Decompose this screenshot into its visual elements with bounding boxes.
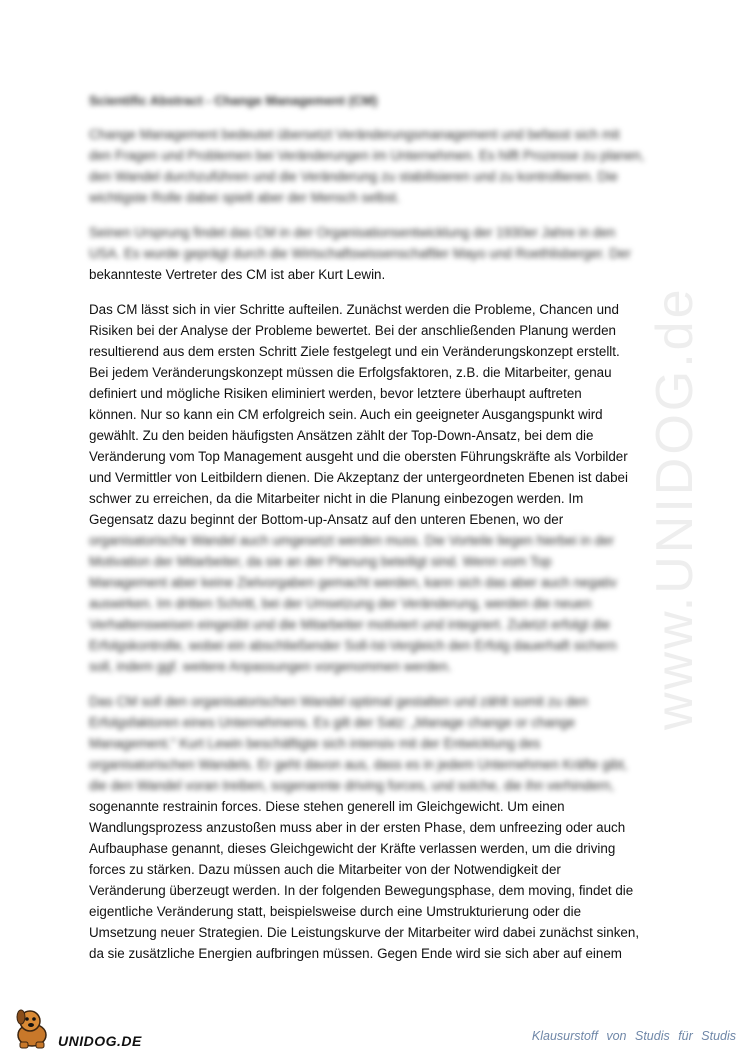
- dog-mascot-icon: [6, 1005, 58, 1051]
- text-line: da sie zusätzliche Energien aufbringen müssen. Gegen Ende wird sie sich aber auf einem: [89, 946, 622, 961]
- text-line: eigentliche Veränderung statt, beispielsweise durch eine Umstrukturierung oder die: [89, 904, 582, 919]
- text-line: bekannteste Vertreter des CM ist aber Kurt Lewin.: [89, 267, 386, 282]
- text-line: Verhaltensweisen eingeübt und die Mitarbeiter motiviert und integriert. Zuletzt erfolgt die: [89, 617, 611, 632]
- text-line: wichtigste Rolle dabei spielt aber der Mensch selbst.: [89, 190, 401, 205]
- watermark: www.UNIDOG.de: [646, 286, 704, 730]
- paragraph-3: [89, 299, 669, 677]
- text-line: definiert und mögliche Risiken eliminiert werden, bevor letztere überhaupt auftreten: [89, 386, 582, 401]
- text-line: soll, indem ggf. weitere Anpassungen vorgenommen werden.: [89, 659, 452, 674]
- text-line: und Vermittler von Leitbildern dienen. Die Akzeptanz der untergeordneten Ebenen ist dabei: [89, 470, 628, 485]
- text-line: Wandlungsprozess anzustoßen muss aber in der ersten Phase, dem unfreezing oder auch: [89, 820, 626, 835]
- text-line: Erfolgskontrolle, wobei ein abschließender Soll-Ist-Vergleich den Erfolg dauerhaft sichern: [89, 638, 617, 653]
- text-line: forces zu stärken. Dazu müssen auch die Mitarbeiter von der Notwendigkeit der: [89, 862, 561, 877]
- text-line: Management aber keine Zielvorgaben gemacht werden, kann sich das aber auch negativ: [89, 575, 617, 590]
- text-line: sogenannte restrainin forces. Diese stehen generell im Gleichgewicht. Um einen: [89, 799, 565, 814]
- text-line: Das CM soll den organisatorischen Wandel optimal gestalten und zählt somit zu den: [89, 694, 588, 709]
- text-line: Aufbauphase genannt, dieses Gleichgewicht der Kräfte verlassen werden, um die driving: [89, 841, 616, 856]
- text-line: Management." Kurt Lewin beschäftigte sich intensiv mit der Entwicklung des: [89, 736, 541, 751]
- text-line: die den Wandel voran treiben, sogenannte driving forces, und solche, die ihn verhindern,: [89, 778, 615, 793]
- text-line: Umsetzung neuer Strategien. Die Leistungskurve der Mitarbeiter wird dabei zunächst sinken,: [89, 925, 640, 940]
- text-line: Change Management bedeutet übersetzt Veränderungsmanagement und befasst sich mit: [89, 127, 620, 142]
- text-line: Risiken bei der Analyse der Probleme bewertet. Bei der anschließenden Planung werden: [89, 323, 617, 338]
- text-line: Seinen Ursprung findet das CM in der Organisationsentwicklung der 1930er Jahre in den: [89, 225, 616, 240]
- paragraph-4: [89, 691, 669, 964]
- footer-tagline: Klausurstoff von Studis für Studis: [531, 1029, 736, 1043]
- text-line: Bei jedem Veränderungskonzept müssen die Erfolgsfaktoren, z.B. die Mitarbeiter, genau: [89, 365, 612, 380]
- paragraph-1: [89, 124, 669, 208]
- text-line: USA. Es wurde geprägt durch die Wirtschaftswissenschaftler Mayo und Roethlisberger. Der: [89, 246, 631, 261]
- text-line: schwer zu erreichen, da die Mitarbeiter nicht in die Planung einbezogen werden. Im: [89, 491, 584, 506]
- text-line: den Wandel durchzuführen und die Veränderung zu stabilisieren und zu kontrollieren. Die: [89, 169, 618, 184]
- text-line: auswirken. Im dritten Schritt, bei der Umsetzung der Veränderung, werden die neuen: [89, 596, 592, 611]
- text-line: organisatorischen Wandels. Er geht davon aus, dass es in jedem Unternehmen Kräfte gibt,: [89, 757, 628, 772]
- footer-logo[interactable]: [6, 1005, 156, 1051]
- document-body: [89, 92, 669, 978]
- text-line: Das CM lässt sich in vier Schritte aufteilen. Zunächst werden die Probleme, Chancen und: [89, 302, 619, 317]
- text-line: Veränderung vom Top Management ausgeht und die obersten Führungskräfte als Vorbilder: [89, 449, 628, 464]
- text-line: resultierend aus dem ersten Schritt Ziele festgelegt und ein Veränderungskonzept erstellt.: [89, 344, 620, 359]
- text-line: organisatorische Wandel auch umgesetzt werden muss. Die Vorteile liegen hierbei in der: [89, 533, 614, 548]
- text-line: Veränderung überzeugt werden. In der folgenden Bewegungsphase, dem moving, findet die: [89, 883, 634, 898]
- paragraph-2: [89, 222, 669, 285]
- text-line: gewählt. Zu den beiden häufigsten Ansätzen zählt der Top-Down-Ansatz, bei dem die: [89, 428, 594, 443]
- text-line: den Fragen und Problemen bei Veränderungen im Unternehmen. Es hilft Prozesse zu planen,: [89, 148, 645, 163]
- document-title: Scientific Abstract - Change Management (CM): [89, 93, 378, 108]
- text-line: Gegensatz dazu beginnt der Bottom-up-Ansatz auf den unteren Ebenen, wo der: [89, 512, 564, 527]
- text-line: Motivation der Mitarbeiter, da sie an der Planung beteiligt sind. Wenn vom Top: [89, 554, 552, 569]
- text-line: Erfolgsfaktoren eines Unternehmens. Es gilt der Satz: „Manage change or change: [89, 715, 576, 730]
- logo-text: UNIDOG.DE: [58, 1033, 142, 1049]
- text-line: können. Nur so kann ein CM erfolgreich sein. Auch ein geeigneter Ausgangspunkt wird: [89, 407, 603, 422]
